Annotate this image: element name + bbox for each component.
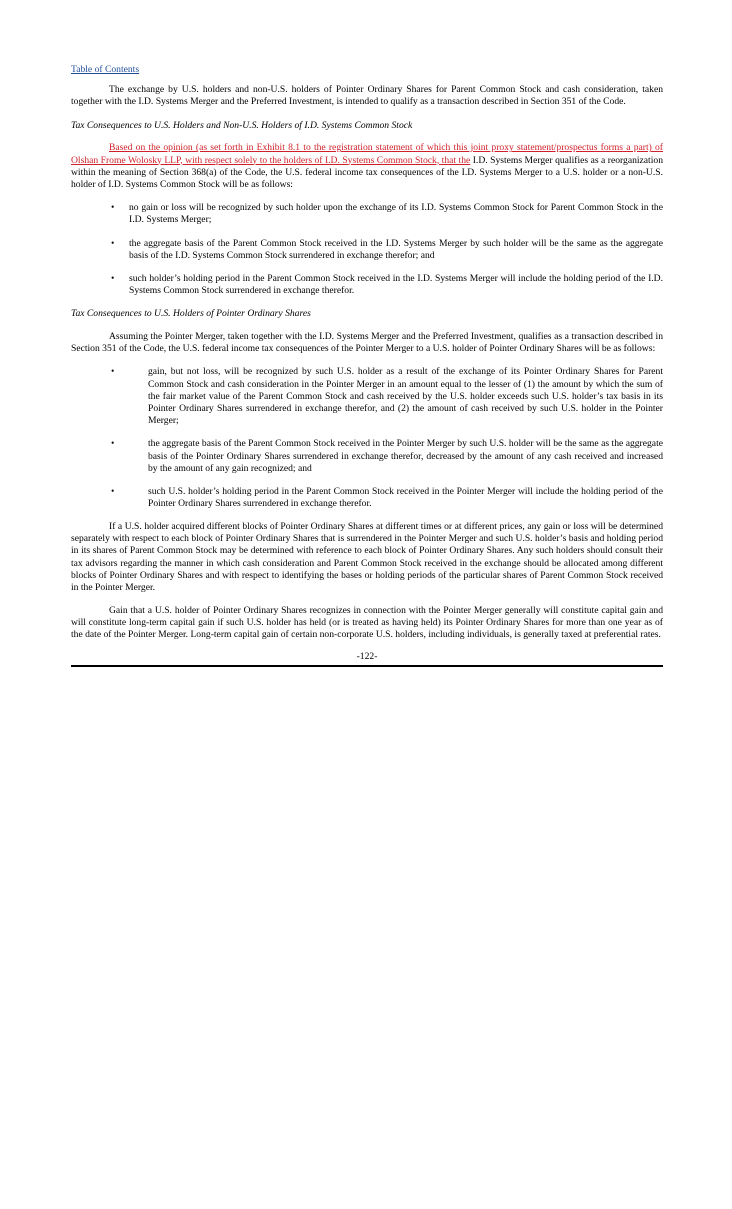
list-item-text: no gain or loss will be recognized by such holder upon the exchange of its I.D. Systems Common Stock for Parent Common Stock in the I.D. Systems Merger; — [129, 202, 663, 226]
section-heading-id-systems: Tax Consequences to U.S. Holders and Non-U.S. Holders of I.D. Systems Common Stock — [71, 119, 413, 131]
capital-gain-paragraph: Gain that a U.S. holder of Pointer Ordinary Shares recognizes in connection with the Pointer Merger generally will constitute capital gain and will constitute long-term capital gain if such U.S. holder has held (or is treated as having held) its Pointer Ordinary Shares for more than one year as of the date of the Pointer Merger. Long-term capital gain of certain non-corporate U.S. holders, including individuals, is generally taxed at preferential rates. — [71, 604, 663, 641]
table-of-contents-link[interactable]: Table of Contents — [71, 64, 140, 75]
blocks-paragraph: If a U.S. holder acquired different blocks of Pointer Ordinary Shares at different times or at different prices, any gain or loss will be determined separately with respect to each block of Pointer Ordinary Shares that is surrendered in the Pointer Merger and such U.S. holder’s basis and holding period in its shares of Parent Common Stock may be determined with reference to each block of Pointer Ordinary Shares. Any such holders should consult their tax advisors regarding the manner in which cash consideration and Parent Common Stock received in the exchange should be allocated among different blocks of Pointer Ordinary Shares and with respect to identifying the bases or holding periods of the particular shares of Parent Common Stock received in the Pointer Merger. — [71, 520, 663, 593]
list-item — [71, 438, 663, 475]
redlined-text: Based on the opinion (as set forth in Exhibit 8.1 to the registration statement of which this joint proxy statement/prospectus forms a part) of Olshan Frome Wolosky LLP, with respect solely to the holders of I.D. Systems Common Stock, that the — [71, 142, 663, 166]
pointer-consequences-list — [71, 366, 663, 510]
bullet-icon: • — [111, 237, 115, 249]
id-systems-opinion-paragraph — [71, 142, 663, 191]
list-item — [71, 273, 663, 297]
bullet-icon: • — [111, 438, 115, 450]
list-item — [71, 202, 663, 226]
id-systems-consequences-list — [71, 202, 663, 297]
list-item-text: such U.S. holder’s holding period in the Parent Common Stock received in the Pointer Merger will include the holding period of the Pointer Ordinary Shares surrendered in exchange therefor. — [148, 486, 663, 510]
list-item — [71, 238, 663, 262]
list-item-text: the aggregate basis of the Parent Common Stock received in the I.D. Systems Merger by such holder will be the same as the aggregate basis of the I.D. Systems Common Stock surrendered in exchange therefor; and — [129, 237, 663, 261]
list-item-text: gain, but not loss, will be recognized by such U.S. holder as a result of the exchange of its Pointer Ordinary Shares for Parent Common Stock and cash consideration in the Pointer Merger in an amount equal to the lesser of (1) the amount by which the sum of the fair market value of the Parent Common Stock and cash received by the U.S. holder exceeds such U.S. holder’s tax basis in its Pointer Ordinary Shares surrendered in exchange therefor, and (2) the amount of cash received by such U.S. holder in the Pointer Merger; — [148, 366, 663, 427]
list-item — [71, 366, 663, 427]
bullet-icon: • — [111, 202, 115, 214]
footer-rule — [71, 665, 663, 667]
bullet-icon: • — [111, 366, 115, 378]
section-heading-pointer: Tax Consequences to U.S. Holders of Pointer Ordinary Shares — [71, 308, 311, 320]
bullet-icon: • — [111, 486, 115, 498]
bullet-icon: • — [111, 272, 115, 284]
pointer-merger-paragraph: Assuming the Pointer Merger, taken together with the I.D. Systems Merger and the Preferred Investment, qualifies as a transaction described in Section 351 of the Code, the U.S. federal income tax consequences of the Pointer Merger to a U.S. holder of Pointer Ordinary Shares will be as follows: — [71, 331, 663, 355]
list-item-text: such holder’s holding period in the Parent Common Stock received in the I.D. Systems Merger will include the holding period of the I.D. Systems Common Stock surrendered in exchange therefor. — [129, 272, 663, 297]
list-item — [71, 486, 663, 510]
list-item-text: the aggregate basis of the Parent Common Stock received in the Pointer Merger by such U.S. holder will be the same as the aggregate basis of the Pointer Ordinary Shares surrendered in exchange therefor, decreased by the amount of any cash received and increased by the amount of any gain recognized; and — [148, 438, 663, 474]
document-page — [71, 64, 663, 667]
paragraph-text: I.D. Systems Merger qualifies as a reorganization within the meaning of Section 368(a) of the Code, the U.S. federal income tax consequences of the I.D. Systems Merger to a U.S. holder or a non-U.S. holder of I.D. Systems Common Stock will be as follows: — [71, 154, 663, 190]
page-number: -122- — [356, 651, 378, 663]
intro-paragraph: The exchange by U.S. holders and non-U.S. holders of Pointer Ordinary Shares for Parent Common Stock and cash consideration, taken together with the I.D. Systems Merger and the Preferred Investment, is intended to qualify as a transaction described in Section 351 of the Code. — [71, 84, 663, 108]
